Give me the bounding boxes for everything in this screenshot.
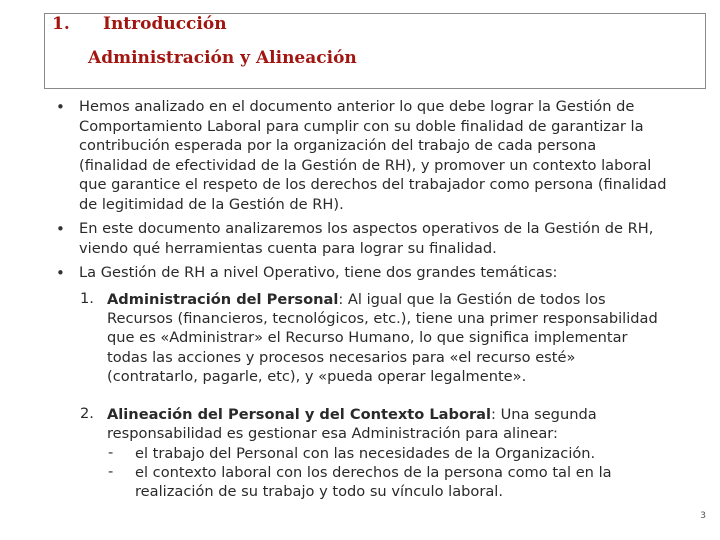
section-subtitle: Administración y Alineación: [88, 48, 357, 68]
bullet-paragraph-3: La Gestión de RH a nivel Operativo, tiene dos grandes temáticas:: [79, 264, 558, 281]
dash-item-1: el trabajo del Personal con las necesidades de la Organización.: [135, 445, 596, 462]
bullet-marker: •: [56, 220, 65, 238]
bullet-marker: •: [56, 264, 65, 282]
numbered-item-2-text: : Una segunda responsabilidad es gestionar esa Administración para alinear:: [107, 406, 597, 443]
numbered-item-2-title: Alineación del Personal y del Contexto Laboral: [107, 406, 492, 423]
bullet-paragraph-2: En este documento analizaremos los aspectos operativos de la Gestión de RH, viendo qué herramientas cuenta para lograr su finalidad.: [79, 220, 654, 257]
numbered-marker-2: 2.: [80, 405, 94, 422]
dash-marker: -: [108, 444, 114, 461]
numbered-item-1: [107, 290, 667, 386]
section-title: Introducción: [103, 14, 227, 34]
numbered-item-2: [107, 405, 667, 443]
numbered-item-1-text: : Al igual que la Gestión de todos los Recursos (financieros, tecnológicos, etc.), tiene una primer responsabilidad que es «Administrar» el Recurso Humano, lo que significa implementar todas las acciones y procesos necesarios para «el recurso esté» (contratarlo, pagarle, etc), y «pueda operar legalmente».: [107, 291, 658, 385]
dash-item-2: el contexto laboral con los derechos de la persona como tal en la realización de su trabajo y todo su vínculo laboral.: [135, 464, 612, 501]
section-number: 1.: [52, 14, 70, 34]
numbered-item-1-title: Administración del Personal: [107, 291, 339, 308]
dash-marker: -: [108, 463, 114, 480]
bullet-paragraph-1: Hemos analizado en el documento anterior lo que debe lograr la Gestión de Comportamiento Laboral para cumplir con su doble finalidad de garantizar la contribución esperada por la organización del trabajo de cada persona (finalidad de efectividad de la Gestión de RH), y promover un contexto laboral que garantice el respeto de los derechos del trabajador como persona (finalidad de legitimidad de la Gestión de RH).: [79, 98, 667, 213]
bullet-marker: •: [56, 98, 65, 116]
page-number: 3: [700, 511, 706, 521]
numbered-marker-1: 1.: [80, 290, 94, 307]
